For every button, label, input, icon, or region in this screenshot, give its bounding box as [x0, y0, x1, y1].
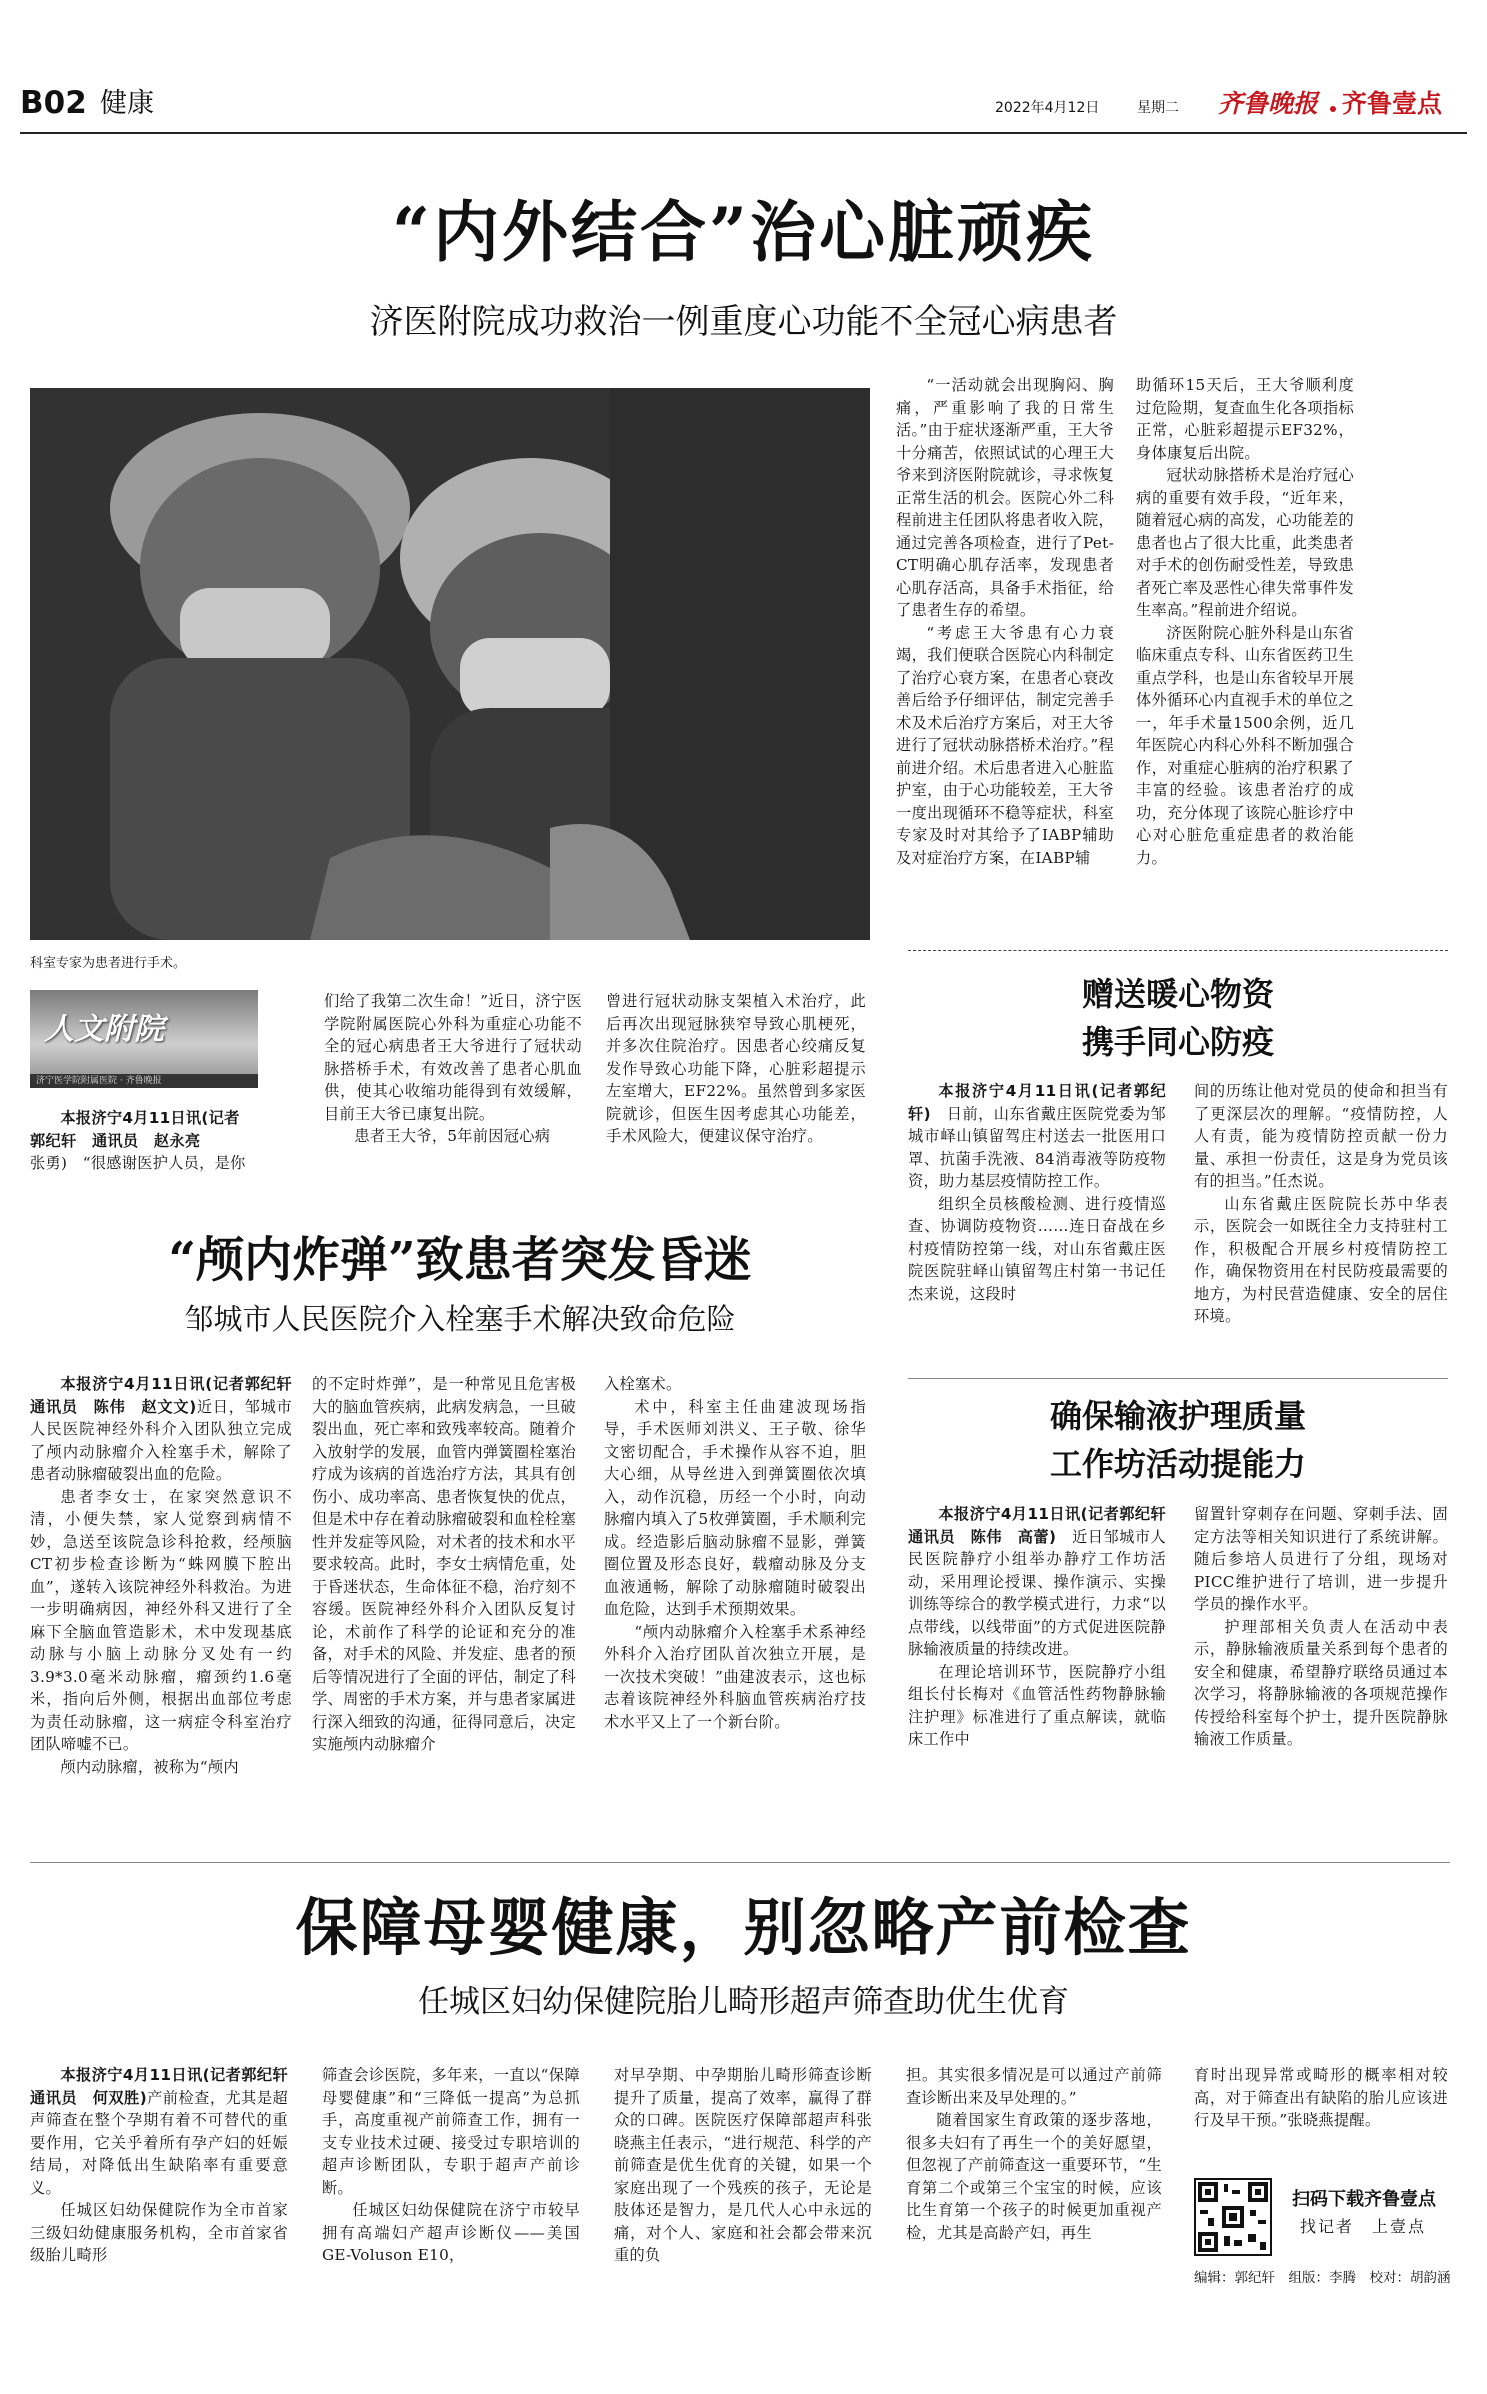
issue-date: 2022年4月12日	[995, 100, 1100, 116]
story4-headline-line2: 工作坊活动提能力	[1049, 1445, 1306, 1483]
story5-col2-para1: 筛查会诊医院，多年来，一直以“保障母婴健康”和“三降低一提高”为总抓手，高度重视产前筛查工作，拥有一支专业技术过硬、接受过专职培训的超声诊断团队，专职于超声产前诊断。	[322, 2066, 580, 2197]
column-logo	[30, 990, 258, 1088]
story2-col2-para1: 的不定时炸弹”，是一种常见且危害极大的脑血管疾病，此病发病急，一旦破裂出血，死亡率和致残率较高。随着介入放射学的发展，血管内弹簧圈栓塞治疗成为该病的首选治疗方法，其具有创伤小、成功率高、患者恢复快的优点，但是术中存在着动脉瘤破裂和血栓栓塞性并发症等风险，对术者的技术和水平要求较高。此时，李女士病情危重，处于昏迷状态，生命体征不稳，治疗刻不容缓。医院神经外科介入团队反复讨论，术前作了科学的论证和充分的准备，对手术的风险、并发症、患者的预后等情况进行了全面的评估，制定了科学、周密的手术方案，并与患者家属进行深入细致的沟通，征得同意后，决定实施颅内动脉瘤介	[312, 1375, 576, 1753]
story2-byline-label: 本报济宁4月11日讯(记者	[60, 1375, 245, 1393]
app-logo: 齐鲁壹点	[1342, 89, 1443, 118]
story1-col2-para2: 患者王大爷，5年前因冠心病	[354, 1127, 551, 1145]
story5-col3-para1: 对早孕期、中孕期胎儿畸形筛查诊断提升了质量，提高了效率，赢得了群众的口碑。医院医疗保障部超声科张晓燕主任表示，“进行规范、科学的产前筛查是优生优育的关键，如果一个家庭出现了一个残疾的孩子，无论是肢体还是智力，是几代人心中永远的痛，对个人、家庭和社会都会带来沉重的负	[614, 2066, 872, 2264]
story1-col4-para1: “一活动就会出现胸闷、胸痛，严重影响了我的日常生活。”由于症状逐渐严重，王大爷十分痛苦，依照试试的心理王大爷来到济医附院就诊，寻求恢复正常生活的机会。医院心外二科程前进主任团队将患者收入院，通过完善各项检查，进行了Pet-CT明确心肌存活率，发现患者心肌存活高，具备手术指征，给了患者生存的希望。	[896, 376, 1114, 619]
paper-logo: 齐鲁晚报	[1218, 89, 1319, 118]
story4-col2-para2: 护理部相关负责人在活动中表示，静脉输液质量关系到每个患者的安全和健康，希望静疗联络员通过本次学习，将静脉输液的各项规范操作传授给科室每个护士，提升医院静脉输液工作质量。	[1194, 1617, 1448, 1748]
story2-byline	[30, 1373, 308, 1486]
right-mid-rule	[908, 1378, 1448, 1379]
story5-col4	[906, 2064, 1162, 2354]
story1-col5	[1136, 374, 1354, 934]
section-name: 健康	[100, 88, 154, 119]
story3-headline	[908, 970, 1448, 1066]
story5-col1-para2: 任城区妇幼保健院作为全市首家三级妇幼健康服务机构，全市首家省级胎儿畸形	[30, 2201, 288, 2264]
story4-byline-label: 本报济宁4月11日讯(记者	[938, 1505, 1120, 1523]
photo-caption: 科室专家为患者进行手术。	[30, 956, 187, 971]
story5-col5	[1194, 2064, 1448, 2154]
story4-col2-para1: 留置针穿刺存在问题、穿刺手法、固定方法等相关知识进行了系统讲解。随后参培人员进行了分组，现场对PICC维护进行了培训，进一步提升学员的操作水平。	[1194, 1505, 1448, 1613]
story5-col2	[322, 2064, 580, 2354]
story2-col3-para3: “颅内动脉瘤介入栓塞手术系神经外科介入治疗团队首次独立开展，是一次技术突破！”曲建波表示，这也标志着该院神经外科脑血管疾病治疗技术水平又上了一个新台阶。	[604, 1622, 866, 1731]
column-logo-strip: 济宁医学院附属医院 · 齐鲁晚报	[30, 1074, 258, 1088]
story3-headline-line2: 携手同心防疫	[1081, 1023, 1274, 1061]
story4-col2	[1194, 1503, 1448, 1843]
story5-byline	[30, 2064, 304, 2199]
story4-col1-para2: 在理论培训环节，医院静疗小组组长付长梅对《血管活性药物静脉输注护理》标准进行了重点解读，就临床工作中	[908, 1662, 1166, 1748]
issue-weekday: 星期二	[1137, 100, 1179, 116]
story4-headline-line1: 确保输液护理质量	[1049, 1397, 1306, 1435]
story1-col4-para2: “考虑王大爷患有心力衰竭，我们便联合医院心内科制定了治疗心衰方案，在患者心衰改善后给予仔细评估，制定完善手术及术后治疗方案后，对王大爷进行了冠状动脉搭桥术治疗。”程前进介绍。术后患者进入心脏监护室，由于心功能较差，王大爷一度出现循环不稳等症状，科室专家及时对其给予了IABP辅助及对症治疗方案，在IABP辅	[896, 623, 1114, 867]
story3-col2-para2: 山东省戴庄医院院长苏中华表示，医院会一如既往全力支持驻村工作，积极配合开展乡村疫情防控工作，确保物资用在村民防疫最需要的地方，为村民营造健康、安全的居住环境。	[1194, 1194, 1448, 1325]
story4-headline	[908, 1392, 1448, 1488]
qr-code-icon	[1196, 2180, 1270, 2254]
story1-col3-para1: 曾进行冠状动脉支架植入术治疗，此后再次出现冠脉狭窄导致心肌梗死，并多次住院治疗。因患者心绞痛反复发作导致心功能下降，心脏彩超提示左室增大，EF22%。虽然曾到多家医院就诊，但医生因考虑其心功能差，手术风险大，便建议保守治疗。	[606, 992, 866, 1145]
story1-col5-para1: 助循环15天后，王大爷顺利度过危险期，复查血生化各项指标正常，心脏彩超提示EF32%，身体康复后出院。	[1136, 376, 1354, 462]
story1-col2-para1: 们给了我第二次生命！”近日，济宁医学院附属医院心外科为重症心功能不全的冠心病患者王大爷进行了冠状动脉搭桥手术，有效改善了患者心肌血供，使其心收缩功能得到有效缓解，目前王大爷已康复出院。	[324, 992, 582, 1123]
story3-col1-para2: 组织全员核酸检测、进行疫情巡查、协调防疫物资……连日奋战在乡村疫情防控第一线，对山东省戴庄医院医院驻峄山镇留驾庄村第一书记任杰来说，这段时	[908, 1194, 1166, 1303]
story5-headline: 保障母婴健康，别忽略产前检查	[295, 1891, 1192, 1964]
story1-byline-names: 郭纪轩 通讯员 赵永亮	[30, 1131, 201, 1150]
story2-col3-para1: 入栓塞术。	[604, 1375, 682, 1393]
story2-headline: “颅内炸弹”致患者突发昏迷	[168, 1232, 752, 1288]
story3-headline-line1: 赠送暖心物资	[1081, 975, 1274, 1013]
story5-col1-para1: 产前检查，尤其是超声筛查在整个孕期有着不可替代的重要作用，它关乎着所有孕产妇的妊娠结局，对降低出生缺陷率有重要意义。	[30, 2088, 289, 2197]
column-logo-text: 人文附院	[44, 1012, 164, 1047]
story1-col4	[896, 374, 1114, 934]
story1-byline	[30, 1107, 258, 1152]
story1-col2	[324, 990, 582, 1180]
story1-col5-para3: 济医附院心脏外科是山东省临床重点专科、山东省医药卫生重点学科，也是山东省较早开展体外循环心内直视手术的单位之一，年手术量1500余例，近几年医院心内科心外科不断加强合作，对重症心脏病的治疗积累了丰富的经验。该患者治疗的成功，充分体现了该院心脏诊疗中心对心脏危重症患者的救治能力。	[1136, 623, 1354, 867]
logo-separator-dot	[1330, 106, 1336, 112]
story5-byline-label: 本报济宁4月11日讯(记者	[60, 2066, 242, 2084]
story2-col3	[604, 1373, 866, 1843]
story1-col1-lead: 张勇) “很感谢医护人员，是你	[30, 1154, 246, 1172]
story5-byline-names: 郭纪轩 通讯员 何双胜)	[30, 2066, 304, 2107]
story1-headline: “内外结合”治心脏顽疾	[392, 193, 1095, 271]
story1-col5-para2: 冠状动脉搭桥术是治疗冠心病的重要有效手段，“近年来，随着冠心病的高发，心功能差的患者也占了很大比重，此类患者对手术的创伤耐受性差，导致患者死亡率及恶性心律失常事件发生率高。”程前进介绍说。	[1136, 466, 1354, 619]
story3-col1-para1: 日前，山东省戴庄医院党委为邹城市峄山镇留驾庄村送去一批医用口罩、抗菌手洗液、84消毒液等防疫物资，助力基层疫情防控工作。	[908, 1104, 1166, 1190]
surgery-photo-art	[30, 388, 870, 940]
story3-byline-label: 本报济宁4月11日讯(记者	[938, 1082, 1134, 1100]
story5-col4-para2: 随着国家生育政策的逐步落地，很多夫妇有了再生一个的美好愿望，但忽视了产前筛查这一重要环节，“生育第二个或第三个宝宝的时候，应该比生育第一个孩子的时候更加重视产检，尤其是高龄产妇，再生	[906, 2111, 1162, 2242]
page-number: B02	[20, 85, 87, 121]
surgery-photo	[30, 388, 870, 940]
story3-col1	[908, 1080, 1166, 1370]
header-rule	[20, 132, 1467, 134]
story1-col3	[606, 990, 866, 1180]
story1-subhead: 济医附院成功救治一例重度心功能不全冠心病患者	[369, 302, 1118, 342]
editor-credits: 编辑：郭纪轩 组版：李腾 校对：胡韵涵	[1194, 2270, 1451, 2286]
story4-col1-para1: 近日邹城市人民医院静疗小组举办静疗工作坊活动，采用理论授课、操作演示、实操训练等综合的教学模式进行，力求“以点带线，以线带面”的方式促进医院静脉输液质量的持续改进。	[908, 1527, 1166, 1658]
story5-subhead: 任城区妇幼保健院胎儿畸形超声筛查助优生优育	[418, 1984, 1069, 2020]
story1-col1	[30, 1107, 258, 1177]
story5-col4-para1: 担。其实很多情况是可以通过产前筛查诊断出来及早处理的。”	[906, 2066, 1162, 2107]
story2-col1	[30, 1373, 308, 1843]
story3-byline	[908, 1080, 1166, 1193]
story2-col2	[312, 1373, 576, 1843]
story2-col1-para3: 颅内动脉瘤，被称为“颅内	[60, 1757, 239, 1776]
story4-byline	[908, 1503, 1182, 1661]
story4-col1	[908, 1503, 1182, 1843]
story2-col3-para2: 术中，科室主任曲建波现场指导，手术医师刘洪义、王子敬、徐华文密切配合，手术操作从容不迫，胆大心细，从导丝进入到弹簧圈依次填入，动作沉稳，历经一个小时，向动脉瘤内填入了5枚弹簧圈，手术顺利完成。经造影后脑动脉瘤不显影，弹簧圈位置及形态良好，载瘤动脉及分支血液通畅，解除了动脉瘤随时破裂出血危险，达到手术预期效果。	[604, 1397, 866, 1618]
right-top-rule	[908, 950, 1448, 951]
story3-byline-names: 郭纪轩)	[908, 1082, 1167, 1123]
qr-sub: 找记者 上壹点	[1300, 2217, 1427, 2236]
page-header	[20, 84, 1467, 130]
story4-byline-names: 郭纪轩 通讯员 陈伟 高蕾)	[908, 1505, 1182, 1546]
story3-col2-para1: 间的历练让他对党员的使命和担当有了更深层次的理解。“疫情防控，人人有责，能为疫情防控贡献一份力量、承担一份责任，这是身为党员该有的担当。”任杰说。	[1194, 1082, 1448, 1190]
story5-col3	[614, 2064, 872, 2354]
story5-col1	[30, 2064, 304, 2354]
story2-col1-para1: 近日，邹城市人民医院神经外科介入团队独立完成了颅内动脉瘤介入栓塞手术，解除了患者动脉瘤破裂出血的危险。	[30, 1397, 292, 1483]
qr-title: 扫码下载齐鲁壹点	[1292, 2189, 1436, 2210]
qr-code[interactable]	[1194, 2178, 1272, 2256]
story1-byline-label: 本报济宁4月11日讯(记者	[60, 1109, 240, 1127]
story2-byline-names: 郭纪轩 通讯员 陈伟 赵文文)	[30, 1375, 308, 1416]
story2-col1-para2: 患者李女士，在家突然意识不清，小便失禁，家人觉察到病情不妙，急送至该院急诊科抢救，经颅脑CT初步检查诊断为“蛛网膜下腔出血”，遂转入该院神经外科救治。为进一步明确病因，神经外科又进行了全麻下全脑血管造影术，术中发现基底动脉与小脑上动脉分叉处有一约3.9*3.0毫米动脉瘤，瘤颈约1.6毫米，指向后外侧，根据出血部位考虑为责任动脉瘤，这一病症令科室治疗团队啼嘘不已。	[30, 1487, 292, 1753]
story5-col5-para1: 育时出现异常或畸形的概率相对较高，对于筛查出有缺陷的胎儿应该进行及早干预。”张晓燕提醒。	[1194, 2066, 1448, 2129]
story5-col2-para2: 任城区妇幼保健院在济宁市较早拥有高端妇产超声诊断仪——美国GE-Voluson E10，	[322, 2201, 580, 2264]
story2-subhead: 邹城市人民医院介入栓塞手术解决致命危险	[184, 1302, 736, 1336]
bottom-section-rule	[30, 1862, 1450, 1863]
story3-col2	[1194, 1080, 1448, 1370]
